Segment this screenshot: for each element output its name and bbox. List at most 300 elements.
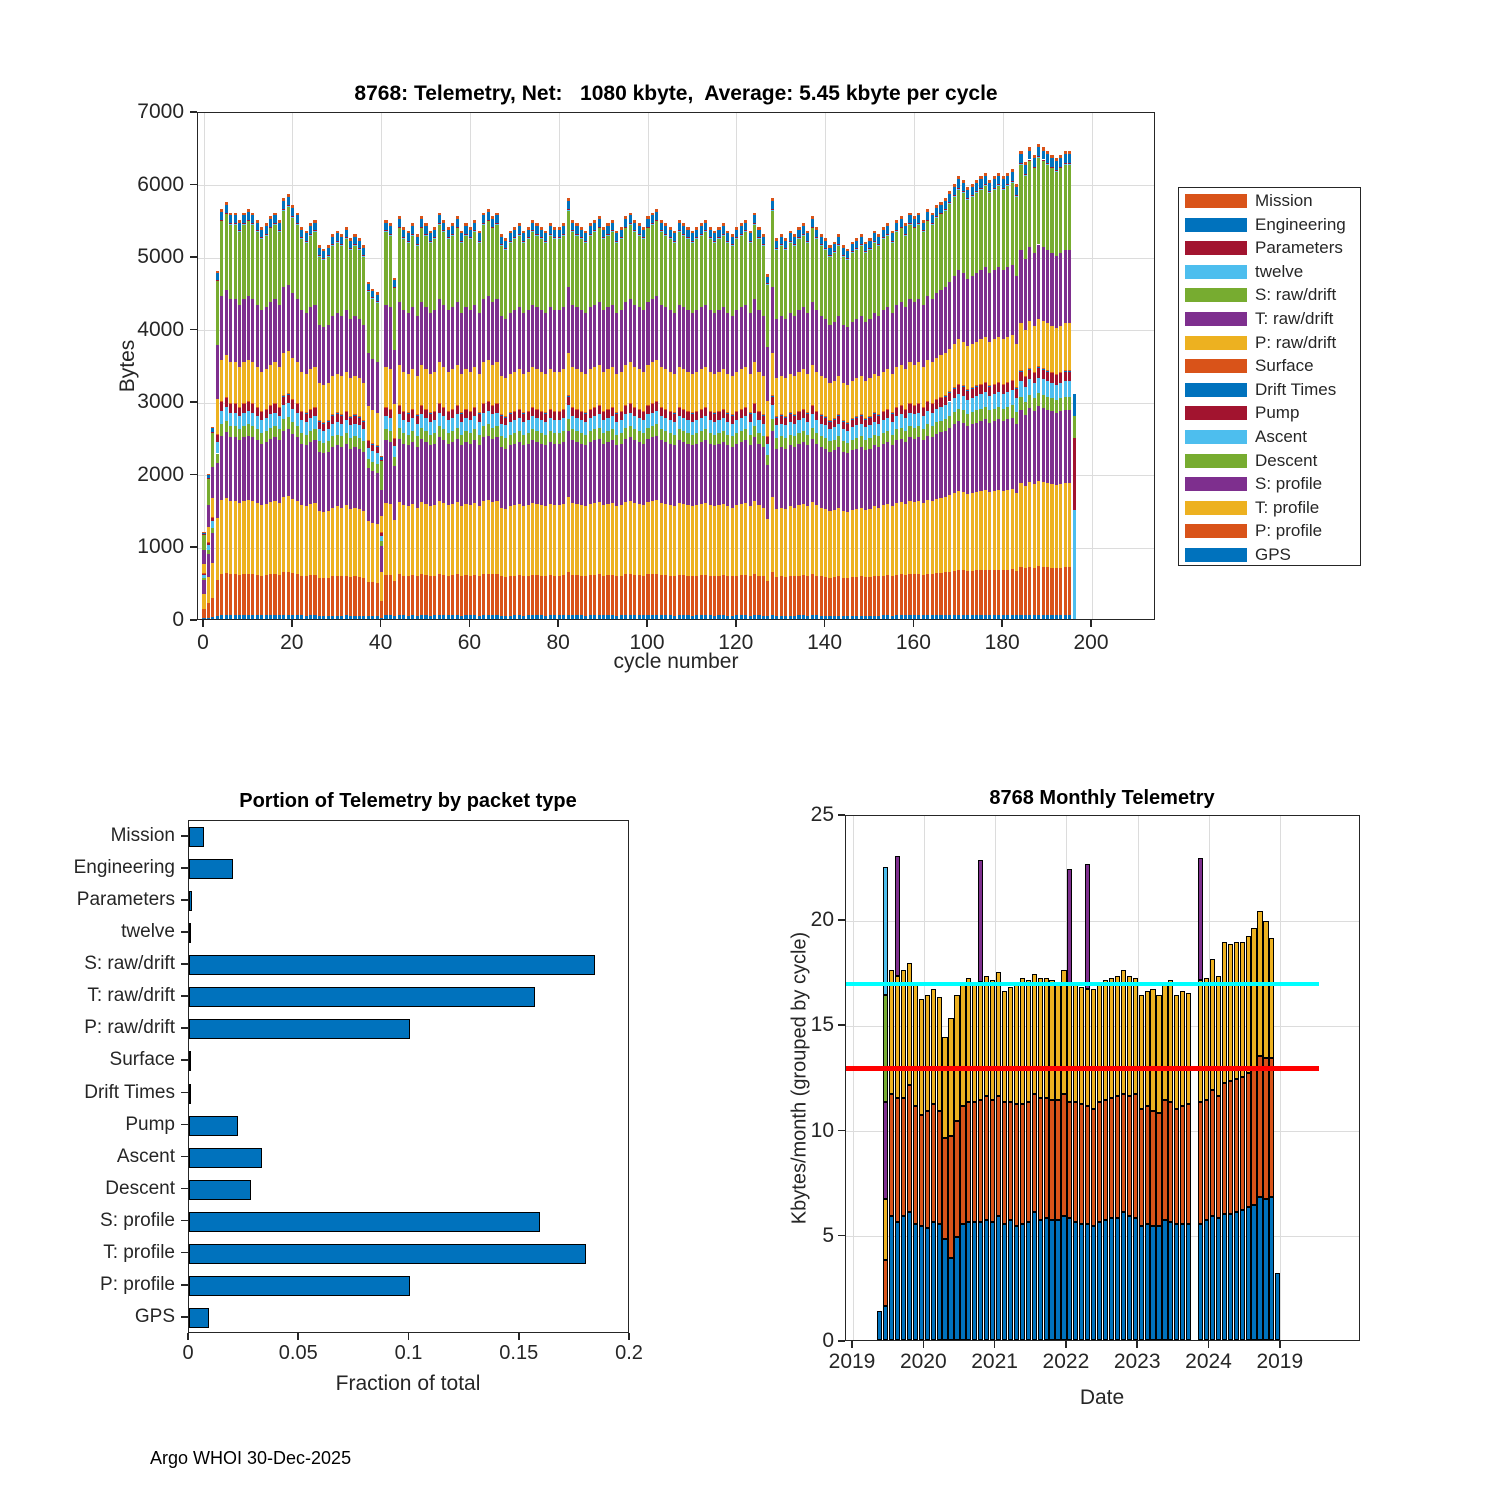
bar-segment bbox=[402, 310, 405, 371]
bar-segment bbox=[873, 435, 876, 446]
bar-segment bbox=[762, 576, 765, 615]
bar-segment bbox=[975, 396, 978, 410]
bar-segment bbox=[784, 248, 787, 249]
bar-segment bbox=[780, 244, 783, 245]
bar-segment bbox=[749, 576, 752, 615]
bar-segment bbox=[864, 450, 867, 509]
bar-segment bbox=[598, 227, 601, 228]
bar-segment bbox=[837, 576, 840, 615]
bar-segment bbox=[478, 241, 481, 242]
bar-segment bbox=[1059, 398, 1062, 411]
bar-segment bbox=[624, 439, 627, 502]
bar-segment bbox=[229, 215, 232, 223]
bar-segment bbox=[802, 235, 805, 307]
bar-segment bbox=[562, 409, 565, 418]
bar-segment bbox=[362, 511, 365, 578]
x-tick-label: 0 bbox=[182, 1342, 194, 1364]
bar-segment bbox=[1073, 438, 1076, 511]
bar-segment bbox=[473, 223, 476, 231]
cat-tickmark bbox=[181, 1220, 188, 1222]
bar-segment bbox=[784, 425, 787, 438]
bar-segment bbox=[806, 422, 809, 435]
bar-segment bbox=[211, 467, 214, 497]
bar-segment bbox=[589, 575, 592, 615]
bar-segment bbox=[931, 404, 934, 413]
bar-segment bbox=[1011, 381, 1014, 391]
bar-segment bbox=[939, 205, 942, 213]
bar-segment bbox=[1019, 410, 1022, 484]
bar-segment bbox=[473, 230, 476, 231]
bar-segment bbox=[371, 523, 374, 582]
bar-segment bbox=[948, 203, 951, 281]
bar-segment bbox=[518, 234, 521, 235]
bar-segment bbox=[336, 413, 339, 422]
bar-segment bbox=[957, 384, 960, 394]
bar-segment bbox=[624, 227, 627, 228]
bar-segment bbox=[238, 440, 241, 503]
bar-segment bbox=[744, 615, 747, 619]
bar-segment bbox=[815, 576, 818, 616]
bar-segment bbox=[504, 425, 507, 438]
y-tick-label: 10 bbox=[810, 1118, 834, 1142]
bar-segment bbox=[971, 196, 974, 276]
legend-swatch-parameters bbox=[1185, 241, 1247, 255]
monthly-bar-segment bbox=[978, 860, 983, 982]
bar-segment bbox=[882, 576, 885, 616]
bar-segment bbox=[1037, 319, 1040, 366]
bar-segment bbox=[615, 445, 618, 506]
monthly-bar-segment bbox=[1049, 1100, 1054, 1220]
bar-segment bbox=[291, 358, 294, 399]
bar-segment bbox=[709, 433, 712, 444]
bar-segment bbox=[860, 244, 863, 245]
bar-segment bbox=[460, 413, 463, 422]
x-tick-label: 160 bbox=[895, 631, 931, 654]
bar-segment bbox=[540, 310, 543, 371]
bar-segment bbox=[527, 433, 530, 444]
bar-segment bbox=[749, 445, 752, 506]
bar-segment bbox=[931, 501, 934, 574]
bar-segment bbox=[851, 450, 854, 509]
bar-segment bbox=[589, 223, 592, 226]
bar-segment bbox=[971, 344, 974, 387]
bar-segment bbox=[495, 215, 498, 223]
bar-segment bbox=[269, 406, 272, 415]
bar-segment bbox=[731, 616, 734, 619]
bar-segment bbox=[797, 227, 800, 230]
bar-segment bbox=[1064, 323, 1067, 370]
bar-segment bbox=[900, 216, 903, 219]
bar-segment bbox=[251, 437, 254, 501]
bar-segment bbox=[642, 433, 645, 444]
bar-segment bbox=[362, 441, 365, 451]
bar-segment bbox=[1011, 335, 1014, 380]
bar-segment bbox=[305, 413, 308, 422]
bar-segment bbox=[900, 615, 903, 619]
portion-bar bbox=[189, 1084, 191, 1104]
bar-segment bbox=[429, 242, 432, 313]
bar-segment bbox=[331, 415, 334, 423]
bar-segment bbox=[717, 238, 720, 310]
bar-segment bbox=[211, 528, 214, 533]
bar-segment bbox=[296, 215, 299, 223]
bar-segment bbox=[345, 230, 348, 237]
bar-segment bbox=[265, 409, 268, 418]
monthly-bar-segment bbox=[1251, 928, 1256, 1069]
bar-segment bbox=[944, 210, 947, 287]
bar-segment bbox=[464, 234, 467, 235]
bar-segment bbox=[833, 381, 836, 419]
figure-footer-stamp: Argo WHOI 30-Dec-2025 bbox=[150, 1448, 352, 1468]
bar-segment bbox=[411, 575, 414, 615]
bar-segment bbox=[931, 574, 934, 615]
legend-label: Mission bbox=[1255, 191, 1313, 210]
x-tickmark bbox=[1001, 620, 1003, 627]
bar-segment bbox=[1028, 247, 1031, 321]
bar-segment bbox=[358, 509, 361, 577]
bar-segment bbox=[353, 237, 356, 244]
bar-segment bbox=[784, 449, 787, 509]
bar-segment bbox=[620, 411, 623, 420]
bar-segment bbox=[979, 339, 982, 383]
bar-segment bbox=[984, 186, 987, 268]
bar-segment bbox=[651, 223, 654, 224]
bar-segment bbox=[598, 439, 601, 502]
bar-segment bbox=[695, 227, 698, 230]
bar-segment bbox=[531, 615, 534, 619]
bar-segment bbox=[464, 409, 467, 418]
bar-segment bbox=[877, 245, 880, 315]
bar-segment bbox=[247, 500, 250, 574]
bar-segment bbox=[646, 365, 649, 405]
bar-segment bbox=[345, 310, 348, 371]
bar-segment bbox=[416, 436, 419, 447]
bar-segment bbox=[535, 226, 538, 233]
bar-segment bbox=[234, 213, 237, 216]
bar-segment bbox=[398, 615, 401, 619]
bar-segment bbox=[535, 442, 538, 504]
bar-segment bbox=[495, 437, 498, 501]
bar-segment bbox=[993, 270, 996, 339]
bar-segment bbox=[700, 409, 703, 418]
bar-segment bbox=[806, 506, 809, 576]
bar-segment bbox=[669, 615, 672, 619]
bar-segment bbox=[904, 234, 907, 235]
monthly-bar-segment bbox=[1263, 1058, 1268, 1199]
bar-segment bbox=[438, 615, 441, 619]
bar-segment bbox=[939, 421, 942, 433]
bar-segment bbox=[380, 457, 383, 460]
bar-segment bbox=[562, 369, 565, 408]
bar-segment bbox=[362, 245, 365, 248]
bar-segment bbox=[997, 615, 1000, 619]
bar-segment bbox=[993, 384, 996, 394]
bar-segment bbox=[678, 230, 681, 231]
bar-segment bbox=[904, 307, 907, 369]
bar-segment bbox=[1073, 394, 1076, 416]
bar-segment bbox=[784, 249, 787, 319]
bar-segment bbox=[487, 615, 490, 619]
bar-segment bbox=[806, 241, 809, 242]
bar-segment bbox=[891, 231, 894, 234]
bar-segment bbox=[993, 491, 996, 570]
bar-segment bbox=[522, 576, 525, 615]
monthly-bar-segment bbox=[1079, 1224, 1084, 1340]
bar-segment bbox=[979, 188, 982, 189]
bar-segment bbox=[456, 502, 459, 574]
bar-segment bbox=[891, 242, 894, 313]
bar-segment bbox=[571, 305, 574, 367]
bar-segment bbox=[398, 414, 401, 427]
bar-segment bbox=[931, 223, 934, 224]
bar-segment bbox=[527, 310, 530, 371]
bar-segment bbox=[1024, 615, 1027, 619]
bar-segment bbox=[620, 237, 623, 238]
bar-segment bbox=[584, 445, 587, 506]
bar-segment bbox=[828, 256, 831, 324]
bar-segment bbox=[340, 616, 343, 619]
monthly-bar-segment bbox=[1020, 1104, 1025, 1224]
bar-segment bbox=[216, 463, 219, 518]
bar-segment bbox=[851, 427, 854, 439]
bar-segment bbox=[491, 428, 494, 439]
bar-segment bbox=[584, 241, 587, 242]
bar-segment bbox=[384, 220, 387, 223]
bar-segment bbox=[242, 437, 245, 501]
bar-segment bbox=[469, 420, 472, 433]
legend-label: Engineering bbox=[1255, 214, 1346, 234]
bar-segment bbox=[749, 616, 752, 619]
bar-segment bbox=[877, 436, 880, 447]
bar-segment bbox=[567, 572, 570, 615]
bar-segment bbox=[686, 576, 689, 616]
bar-segment bbox=[793, 616, 796, 619]
bar-segment bbox=[327, 245, 330, 248]
bar-segment bbox=[411, 504, 414, 575]
bar-segment bbox=[882, 411, 885, 420]
bar-segment bbox=[984, 337, 987, 381]
bar-segment bbox=[966, 426, 969, 494]
bar-segment bbox=[318, 248, 321, 255]
bar-segment bbox=[1055, 400, 1058, 413]
bar-segment bbox=[327, 616, 330, 619]
bar-segment bbox=[1019, 567, 1022, 615]
bar-segment bbox=[247, 424, 250, 435]
bar-segment bbox=[260, 444, 263, 506]
bar-segment bbox=[225, 498, 228, 573]
bar-segment bbox=[509, 374, 512, 413]
bar-segment bbox=[740, 409, 743, 418]
bar-segment bbox=[993, 339, 996, 383]
bar-segment bbox=[988, 183, 991, 191]
monthly-bar-segment bbox=[1055, 982, 1060, 1100]
bar-segment bbox=[367, 448, 370, 459]
bar-segment bbox=[664, 504, 667, 575]
portion-bar bbox=[189, 923, 191, 943]
bar-segment bbox=[438, 362, 441, 402]
bar-segment bbox=[686, 615, 689, 619]
x-tickmark bbox=[408, 1333, 410, 1340]
bar-segment bbox=[562, 226, 565, 233]
bar-segment bbox=[1046, 567, 1049, 615]
bar-segment bbox=[393, 581, 396, 616]
bar-segment bbox=[678, 429, 681, 440]
cat-tickmark bbox=[181, 931, 188, 933]
portion-chart-plot-area bbox=[188, 820, 629, 1333]
bar-segment bbox=[771, 287, 774, 353]
bar-segment bbox=[305, 445, 308, 506]
bar-segment bbox=[606, 235, 609, 307]
bar-segment bbox=[1037, 147, 1040, 156]
bar-segment bbox=[917, 362, 920, 402]
bar-segment bbox=[300, 230, 303, 237]
bar-segment bbox=[500, 415, 503, 423]
bar-segment bbox=[287, 403, 290, 417]
bar-segment bbox=[846, 512, 849, 578]
bar-segment bbox=[535, 307, 538, 369]
bar-segment bbox=[229, 224, 232, 298]
bar-segment bbox=[1011, 181, 1014, 182]
bar-segment bbox=[309, 307, 312, 369]
x-tick-label: 120 bbox=[718, 631, 754, 654]
bar-segment bbox=[282, 353, 285, 395]
bar-segment bbox=[629, 215, 632, 223]
bar-segment bbox=[638, 369, 641, 408]
bar-segment bbox=[305, 435, 308, 446]
bar-segment bbox=[700, 226, 703, 233]
bar-segment bbox=[877, 415, 880, 423]
bar-segment bbox=[722, 615, 725, 619]
bar-segment bbox=[469, 227, 472, 230]
bar-segment bbox=[358, 249, 361, 319]
monthly-bar-segment bbox=[972, 982, 977, 1102]
bar-segment bbox=[571, 220, 574, 223]
bar-segment bbox=[811, 228, 814, 302]
x-tickmark bbox=[557, 620, 559, 627]
bar-segment bbox=[380, 618, 383, 619]
bar-segment bbox=[322, 578, 325, 616]
bar-segment bbox=[598, 574, 601, 615]
monthly-bar-segment bbox=[1121, 970, 1126, 1094]
bar-segment bbox=[695, 615, 698, 619]
bar-segment bbox=[962, 396, 965, 410]
bar-segment bbox=[416, 616, 419, 619]
bar-segment bbox=[589, 431, 592, 442]
bar-segment bbox=[851, 244, 854, 251]
bar-segment bbox=[504, 577, 507, 616]
bar-segment bbox=[771, 431, 774, 497]
bar-segment bbox=[482, 362, 485, 402]
monthly-bar-segment bbox=[1204, 1220, 1209, 1340]
bar-segment bbox=[389, 431, 392, 442]
bar-segment bbox=[966, 187, 969, 190]
bar-segment bbox=[908, 574, 911, 615]
monthly-bar-segment bbox=[1246, 1073, 1251, 1208]
bar-segment bbox=[740, 369, 743, 408]
bar-segment bbox=[265, 442, 268, 504]
bar-segment bbox=[709, 444, 712, 506]
bar-segment bbox=[953, 187, 956, 195]
bar-segment bbox=[282, 201, 285, 209]
bar-segment bbox=[549, 431, 552, 442]
bar-segment bbox=[429, 233, 432, 240]
monthly-bar-segment bbox=[1115, 976, 1120, 1096]
bar-segment bbox=[855, 438, 858, 449]
bar-segment bbox=[651, 615, 654, 619]
bar-segment bbox=[660, 220, 663, 223]
bar-segment bbox=[793, 508, 796, 577]
bar-segment bbox=[900, 406, 903, 415]
bar-segment bbox=[775, 449, 778, 509]
bar-segment bbox=[265, 369, 268, 408]
bar-segment bbox=[629, 223, 632, 224]
portion-bar bbox=[189, 1276, 410, 1296]
bar-segment bbox=[522, 413, 525, 422]
bar-segment bbox=[411, 431, 414, 442]
bar-segment bbox=[780, 436, 783, 447]
bar-segment bbox=[522, 422, 525, 435]
bar-segment bbox=[460, 422, 463, 435]
bar-segment bbox=[562, 504, 565, 575]
bar-segment bbox=[575, 575, 578, 615]
bar-segment bbox=[447, 615, 450, 619]
legend-label: Parameters bbox=[1255, 238, 1343, 258]
monthly-bar-segment bbox=[1103, 980, 1108, 1100]
bar-segment bbox=[873, 233, 876, 240]
bar-segment bbox=[935, 615, 938, 619]
bar-segment bbox=[535, 223, 538, 226]
monthly-bar-segment bbox=[925, 995, 930, 1111]
bar-segment bbox=[766, 274, 769, 276]
bar-segment bbox=[993, 179, 996, 187]
bar-segment bbox=[709, 615, 712, 619]
monthly-bar-segment bbox=[1026, 1102, 1031, 1222]
bar-segment bbox=[313, 575, 316, 616]
bar-segment bbox=[1019, 381, 1022, 396]
bar-segment bbox=[953, 196, 956, 276]
bar-segment bbox=[1059, 167, 1062, 168]
bar-segment bbox=[535, 409, 538, 418]
bar-segment bbox=[447, 230, 450, 237]
bar-segment bbox=[979, 179, 982, 187]
bar-segment bbox=[828, 452, 831, 511]
bar-segment bbox=[211, 432, 214, 467]
bar-segment bbox=[868, 449, 871, 509]
bar-segment bbox=[904, 235, 907, 307]
bar-segment bbox=[504, 417, 507, 425]
bar-segment bbox=[620, 505, 623, 575]
bar-segment bbox=[402, 411, 405, 420]
bar-segment bbox=[944, 431, 947, 497]
bar-segment bbox=[1011, 569, 1014, 615]
bar-segment bbox=[695, 310, 698, 371]
bar-segment bbox=[1073, 510, 1076, 619]
bar-segment bbox=[513, 238, 516, 310]
bar-segment bbox=[811, 302, 814, 365]
bar-segment bbox=[669, 444, 672, 506]
bar-segment bbox=[855, 241, 858, 248]
bar-segment bbox=[380, 546, 383, 572]
bar-segment bbox=[376, 446, 379, 453]
bar-segment bbox=[322, 512, 325, 578]
bar-segment bbox=[580, 433, 583, 444]
bar-segment bbox=[1028, 369, 1031, 379]
bar-segment bbox=[913, 428, 916, 439]
bar-segment bbox=[793, 245, 796, 315]
bar-segment bbox=[447, 237, 450, 238]
bar-segment bbox=[753, 426, 756, 437]
legend-label: twelve bbox=[1255, 261, 1304, 281]
